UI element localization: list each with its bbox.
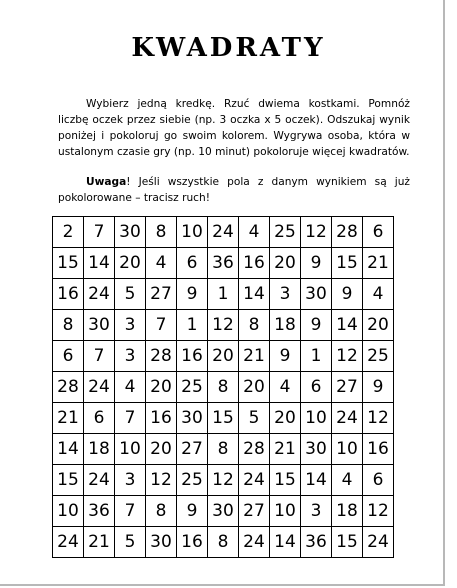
grid-cell[interactable]: 18 [332,496,363,527]
grid-cell[interactable]: 24 [239,465,270,496]
grid-cell[interactable]: 25 [177,372,208,403]
grid-cell[interactable]: 30 [84,310,115,341]
grid-cell[interactable]: 18 [84,434,115,465]
grid-cell[interactable]: 6 [363,465,394,496]
grid-cell[interactable]: 7 [115,496,146,527]
warning-paragraph [58,174,410,206]
grid-row [53,341,394,372]
grid-cell[interactable]: 7 [84,217,115,248]
grid-cell[interactable]: 24 [239,527,270,558]
grid-row [53,434,394,465]
grid-cell[interactable]: 12 [363,403,394,434]
grid-cell[interactable]: 21 [270,434,301,465]
grid-cell[interactable]: 7 [146,310,177,341]
grid-cell[interactable]: 3 [115,341,146,372]
grid-cell[interactable]: 25 [363,341,394,372]
grid-cell[interactable]: 28 [146,341,177,372]
grid-cell[interactable]: 24 [53,527,84,558]
grid-cell[interactable]: 5 [115,527,146,558]
grid-cell[interactable]: 16 [53,279,84,310]
grid-cell[interactable]: 3 [301,496,332,527]
grid-cell[interactable]: 10 [53,496,84,527]
grid-cell[interactable]: 6 [301,372,332,403]
grid-cell[interactable]: 8 [239,310,270,341]
grid-cell[interactable]: 30 [301,434,332,465]
grid-cell[interactable]: 6 [363,217,394,248]
grid-cell[interactable]: 14 [301,465,332,496]
grid-cell[interactable]: 16 [177,341,208,372]
grid-cell[interactable]: 15 [332,527,363,558]
grid-cell[interactable]: 6 [53,341,84,372]
grid-cell[interactable]: 16 [146,403,177,434]
grid-row [53,248,394,279]
grid-cell[interactable]: 14 [239,279,270,310]
grid-cell[interactable]: 20 [239,372,270,403]
grid-cell[interactable]: 9 [301,248,332,279]
grid-cell[interactable]: 12 [363,496,394,527]
grid-cell[interactable]: 1 [301,341,332,372]
grid-cell[interactable]: 27 [146,279,177,310]
grid-cell[interactable]: 8 [146,496,177,527]
grid-cell[interactable]: 24 [363,527,394,558]
grid-cell[interactable]: 15 [53,248,84,279]
grid-cell[interactable]: 9 [332,279,363,310]
grid-cell[interactable]: 16 [239,248,270,279]
grid-row [53,496,394,527]
grid-cell[interactable]: 9 [177,496,208,527]
grid-row [53,403,394,434]
grid-cell[interactable]: 7 [84,341,115,372]
warning-text: ! Jeśli wszystkie pola z danym wynikiem są już pokolorowane – tracisz ruch! [58,176,410,204]
grid-cell[interactable]: 8 [208,434,239,465]
grid-cell[interactable]: 14 [84,248,115,279]
grid-cell[interactable]: 5 [239,403,270,434]
grid-cell[interactable]: 24 [84,279,115,310]
grid-cell[interactable]: 18 [270,310,301,341]
grid-cell[interactable]: 4 [115,372,146,403]
grid-cell[interactable]: 28 [53,372,84,403]
grid-cell[interactable]: 10 [115,434,146,465]
grid-cell[interactable]: 1 [208,279,239,310]
grid-cell[interactable]: 15 [208,403,239,434]
grid-cell[interactable]: 4 [332,465,363,496]
grid-row [53,217,394,248]
number-grid [52,216,394,558]
grid-cell[interactable]: 21 [239,341,270,372]
grid-cell[interactable]: 10 [301,403,332,434]
grid-cell[interactable]: 21 [363,248,394,279]
grid-cell[interactable]: 6 [177,248,208,279]
grid-cell[interactable]: 12 [208,310,239,341]
grid-cell[interactable]: 20 [115,248,146,279]
grid-cell[interactable]: 24 [208,217,239,248]
grid-cell[interactable]: 36 [208,248,239,279]
grid-cell[interactable]: 30 [208,496,239,527]
grid-cell[interactable]: 9 [363,372,394,403]
grid-cell[interactable]: 16 [363,434,394,465]
grid-cell[interactable]: 30 [177,403,208,434]
page-title: KWADRATY [131,33,326,63]
grid-cell[interactable]: 20 [270,248,301,279]
grid-cell[interactable]: 30 [115,217,146,248]
grid-cell[interactable]: 1 [177,310,208,341]
grid-cell[interactable]: 15 [332,248,363,279]
grid-cell[interactable]: 28 [239,434,270,465]
grid-cell[interactable]: 12 [301,217,332,248]
grid-cell[interactable]: 24 [332,403,363,434]
grid-cell[interactable]: 21 [53,403,84,434]
grid-row [53,279,394,310]
grid-cell[interactable]: 24 [84,372,115,403]
grid-cell[interactable]: 8 [53,310,84,341]
grid-cell[interactable]: 8 [208,372,239,403]
grid-cell[interactable]: 15 [270,465,301,496]
grid-cell[interactable]: 3 [270,279,301,310]
grid-cell[interactable]: 12 [208,465,239,496]
grid-cell[interactable]: 6 [84,403,115,434]
grid-cell[interactable]: 24 [84,465,115,496]
grid-cell[interactable]: 12 [332,341,363,372]
grid-cell[interactable]: 27 [177,434,208,465]
grid-cell[interactable]: 3 [115,465,146,496]
grid-cell[interactable]: 7 [115,403,146,434]
grid-cell[interactable]: 10 [270,496,301,527]
grid-cell[interactable]: 20 [270,403,301,434]
grid-cell[interactable]: 36 [84,496,115,527]
warning-label: Uwaga [86,176,127,188]
grid-cell[interactable]: 14 [332,310,363,341]
grid-cell[interactable]: 8 [208,527,239,558]
grid-cell[interactable]: 30 [146,527,177,558]
grid-cell[interactable]: 28 [332,217,363,248]
grid-cell[interactable]: 16 [177,527,208,558]
grid-cell[interactable]: 20 [363,310,394,341]
grid-cell[interactable]: 20 [208,341,239,372]
grid-row [53,527,394,558]
grid-cell[interactable]: 21 [84,527,115,558]
grid-cell[interactable]: 15 [53,465,84,496]
grid-cell[interactable]: 9 [270,341,301,372]
grid-cell[interactable]: 25 [270,217,301,248]
grid-cell[interactable]: 10 [177,217,208,248]
grid-cell[interactable]: 4 [146,248,177,279]
grid-cell[interactable]: 14 [53,434,84,465]
grid-cell[interactable]: 5 [115,279,146,310]
grid-cell[interactable]: 36 [301,527,332,558]
grid-cell[interactable]: 4 [363,279,394,310]
grid-cell[interactable]: 4 [270,372,301,403]
grid-cell[interactable]: 12 [146,465,177,496]
grid-cell[interactable]: 3 [115,310,146,341]
grid-cell[interactable]: 9 [301,310,332,341]
instructions-paragraph: Wybierz jedną kredkę. Rzuć dwiema kostkami. Pomnóż liczbę oczek przez siebie (np. 3 oczka x 5 oczek). Odszukaj wynik poniżej i pokoloruj go swoim kolorem. Wygrywa osoba, która w ustalonym czasie gry (np. 10 minut) pokoloruje więcej kwadratów. [58,98,410,158]
grid-cell[interactable]: 20 [146,372,177,403]
grid-row [53,372,394,403]
grid-row [53,310,394,341]
grid-cell[interactable]: 27 [239,496,270,527]
grid-cell[interactable]: 27 [332,372,363,403]
grid-cell[interactable]: 30 [301,279,332,310]
grid-cell[interactable]: 14 [270,527,301,558]
grid-cell[interactable]: 20 [146,434,177,465]
grid-cell[interactable]: 8 [146,217,177,248]
grid-cell[interactable]: 2 [53,217,84,248]
grid-cell[interactable]: 10 [332,434,363,465]
grid-cell[interactable]: 25 [177,465,208,496]
grid-cell[interactable]: 9 [177,279,208,310]
grid-cell[interactable]: 4 [239,217,270,248]
grid-row [53,465,394,496]
